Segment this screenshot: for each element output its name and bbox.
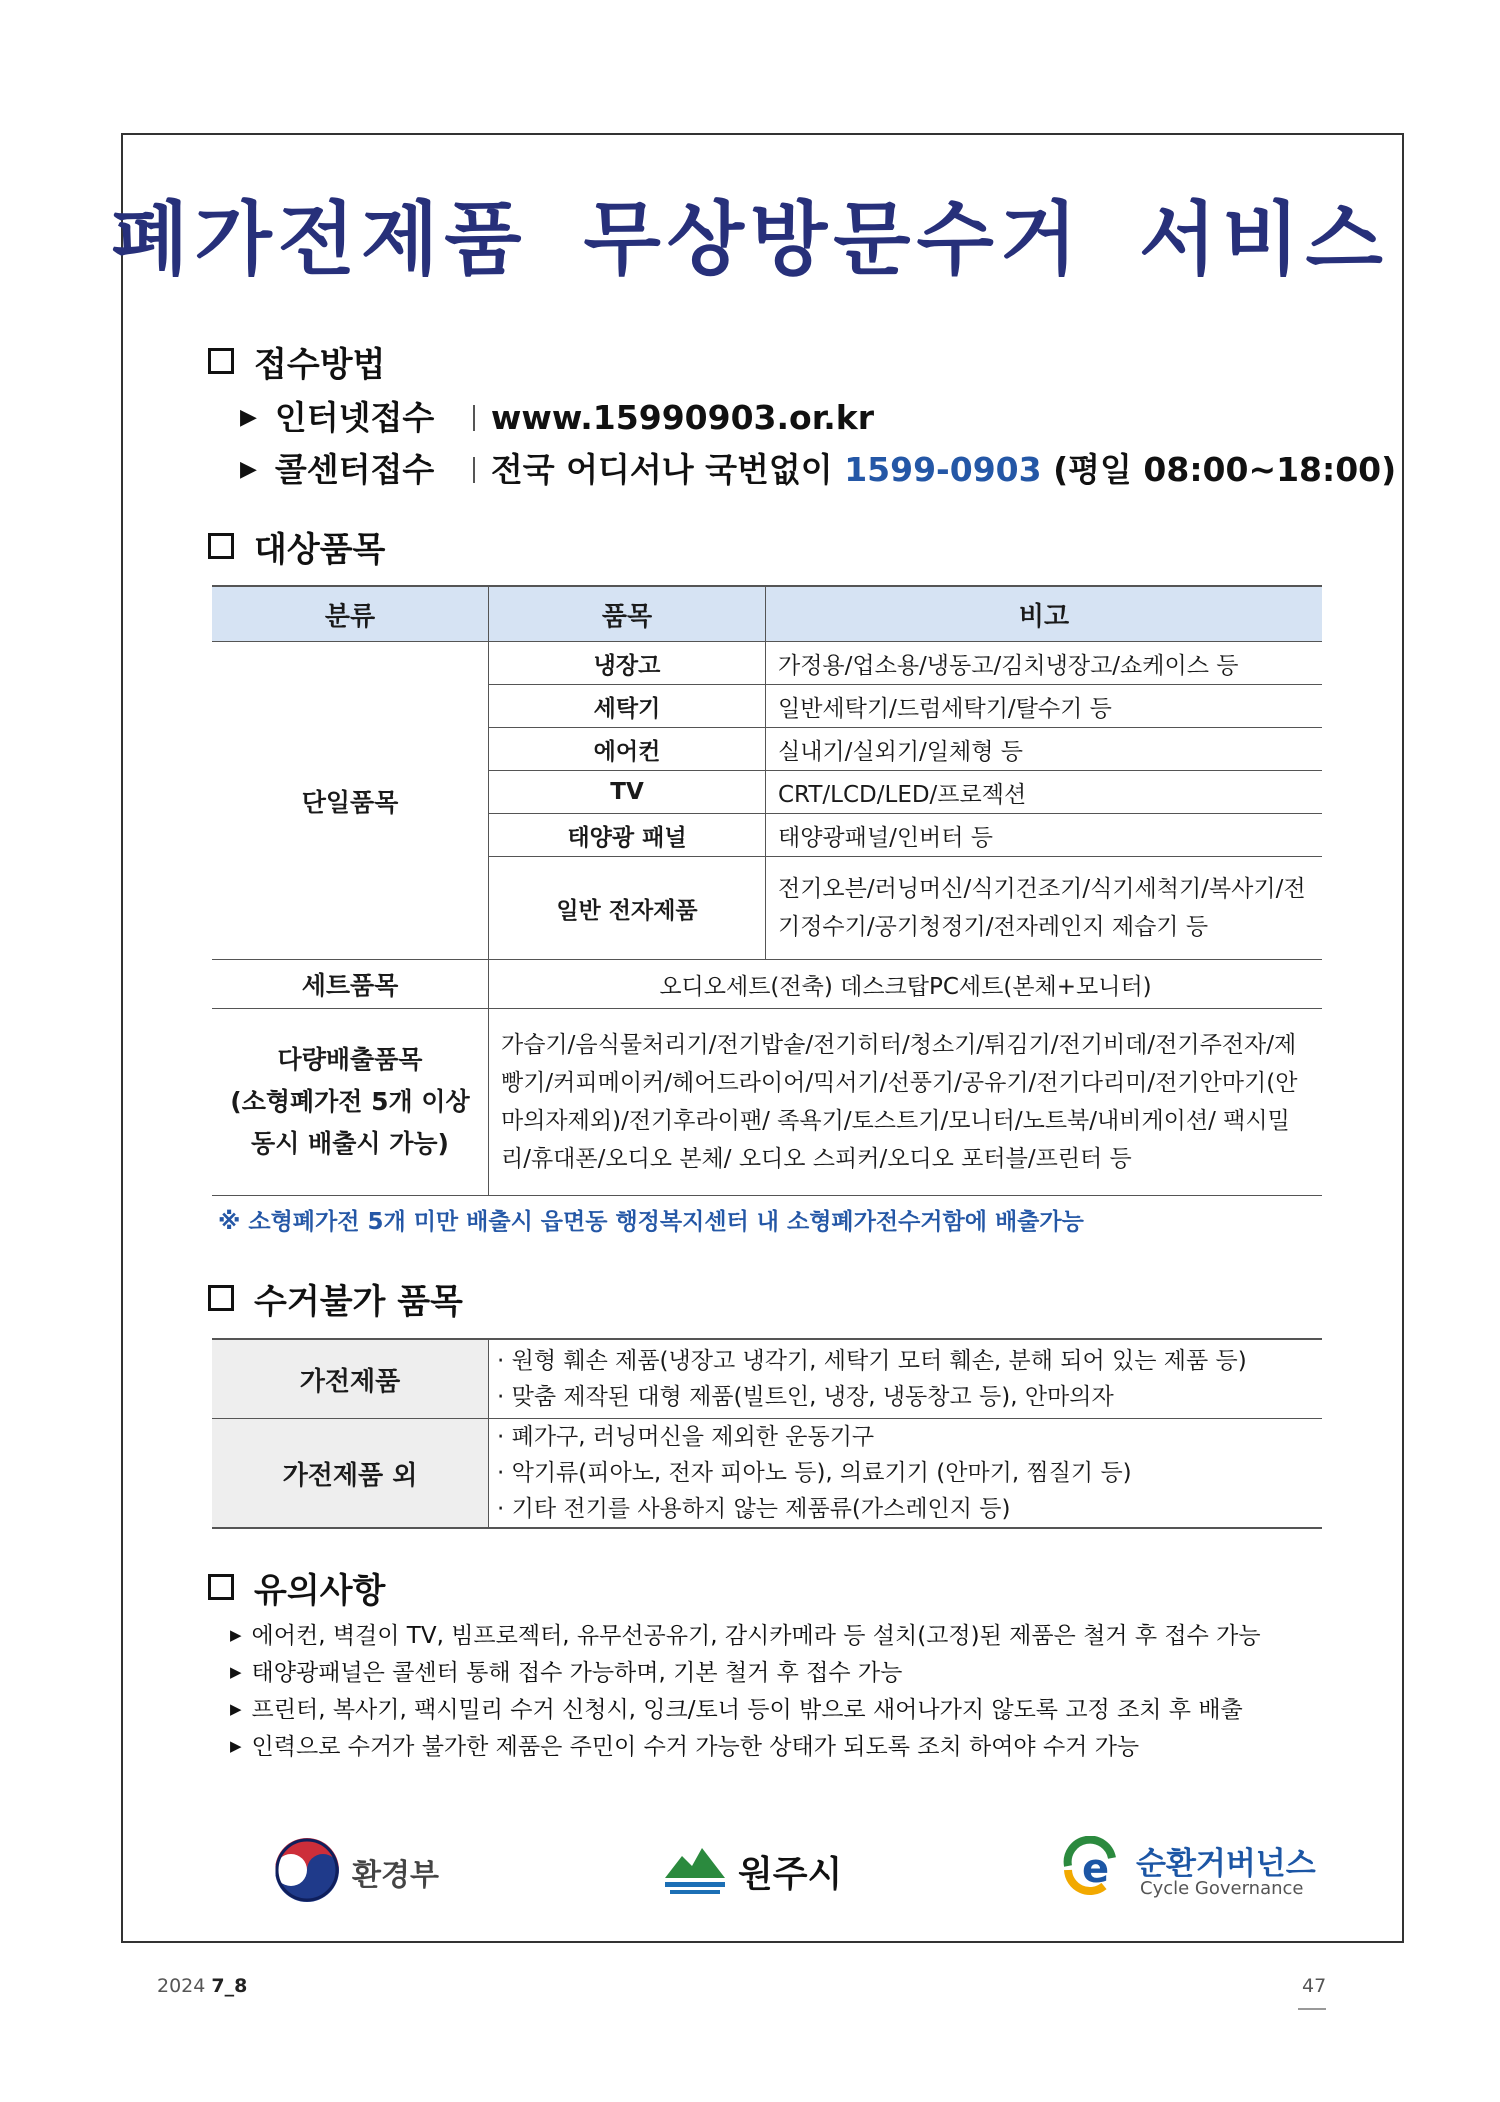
item-name: 태양광 패널 [489, 814, 766, 857]
svg-text:e: e [1082, 1846, 1110, 1892]
page-number: 47 [1302, 1975, 1327, 1997]
item-name: 세탁기 [489, 685, 766, 728]
bulk-remark: 가습기/음식물처리기/전기밥솥/전기히터/청소기/튀김기/전기비데/전기주전자/제 빵기/커피메이커/헤어드라이어/믹서기/선풍기/공유기/전기다리미/전기안마기(안 마의자제외)/전기후라이팬/ 족욕기/토스트기/모니터/노트북/내비게이션/ 팩시밀 리/휴대폰/오디오 본체/ 오디오 스피커/오디오 포터블/프린터 등 [489, 1009, 1323, 1196]
table-row [212, 642, 1322, 685]
ministry-of-environment-logo: 환경부 [272, 1830, 452, 1910]
table-row [212, 960, 1322, 1009]
mountain-icon [660, 1838, 730, 1898]
triangle-right-icon: ▶ [230, 1663, 242, 1681]
item-remark: 가정용/업소용/냉동고/김치냉장고/쇼케이스 등 [766, 642, 1323, 685]
section-cautions-heading: 유의사항 [208, 1563, 385, 1612]
excluded-category: 가전제품 [212, 1339, 489, 1419]
category-single: 단일품목 [212, 642, 489, 960]
internet-reception-line: ▶ 인터넷접수 www.15990903.or.kr [240, 398, 875, 437]
cycle-governance-logo: e 순환거버넌스 Cycle Governance [1060, 1830, 1320, 1910]
item-name: TV [489, 771, 766, 814]
item-remark: 태양광패널/인버터 등 [766, 814, 1323, 857]
caution-item: ▶ 태양광패널은 콜센터 통해 접수 가능하며, 기본 철거 후 접수 가능 [230, 1660, 903, 1686]
excluded-items-table [212, 1338, 1322, 1529]
checkbox-square-icon [208, 1574, 234, 1600]
divider [473, 457, 475, 483]
item-remark: 일반세탁기/드럼세탁기/탈수기 등 [766, 685, 1323, 728]
triangle-right-icon: ▶ [230, 1737, 242, 1755]
page-title: 폐가전제품 무상방문수거 서비스 [111, 193, 1389, 286]
item-name: 냉장고 [489, 642, 766, 685]
divider [1298, 2008, 1326, 2010]
excluded-items: · 원형 훼손 제품(냉장고 냉각기, 세탁기 모터 훼손, 분해 되어 있는 제품 등) · 맞춤 제작된 대형 제품(빌트인, 냉장, 냉동창고 등), 안마의자 [489, 1339, 1323, 1419]
section-reception-heading: 접수방법 [208, 337, 385, 386]
item-name: 에어컨 [489, 728, 766, 771]
triangle-right-icon: ▶ [230, 1626, 242, 1644]
header-item: 품목 [489, 586, 766, 642]
triangle-right-icon: ▶ [230, 1700, 242, 1718]
caution-item: ▶ 인력으로 수거가 불가한 제품은 주민이 수거 가능한 상태가 되도록 조치 하여야 수거 가능 [230, 1734, 1140, 1760]
excluded-category: 가전제품 외 [212, 1419, 489, 1529]
item-remark: CRT/LCD/LED/프로젝션 [766, 771, 1323, 814]
set-remark: 오디오세트(전축) 데스크탑PC세트(본체+모니터) [489, 960, 1323, 1009]
caution-item: ▶ 프린터, 복사기, 팩시밀리 수거 신청시, 잉크/토너 등이 밖으로 새어나가지 않도록 고정 조치 후 배출 [230, 1697, 1243, 1723]
category-set: 세트품목 [212, 960, 489, 1009]
header-category: 분류 [212, 586, 489, 642]
wonju-city-logo: 원주시 [660, 1830, 850, 1910]
category-bulk: 다량배출품목 (소형폐가전 5개 이상 동시 배출시 가능) [212, 1009, 489, 1196]
header-remark: 비고 [766, 586, 1323, 642]
small-appliance-note: ※ 소형폐가전 5개 미만 배출시 읍면동 행정복지센터 내 소형폐가전수거함에 배출가능 [218, 1209, 1084, 1235]
checkbox-square-icon [208, 1285, 234, 1311]
table-row [212, 1419, 1322, 1529]
internet-url[interactable]: www.15990903.or.kr [490, 398, 875, 437]
checkbox-square-icon [208, 348, 234, 374]
checkbox-square-icon [208, 533, 234, 559]
taegeuk-icon [272, 1835, 342, 1905]
item-name: 일반 전자제품 [489, 857, 766, 960]
table-header-row [212, 586, 1322, 642]
target-items-table [212, 585, 1322, 1196]
triangle-right-icon: ▶ [240, 457, 257, 482]
item-remark: 실내기/실외기/일체형 등 [766, 728, 1323, 771]
call-reception-line: ▶ 콜센터접수 전국 어디서나 국번없이 1599-0903 (평일 08:00~18:00) [240, 450, 1397, 489]
section-targets-heading: 대상품목 [208, 522, 385, 571]
divider [473, 405, 475, 431]
recycle-e-icon [1060, 1836, 1134, 1896]
item-remark: 전기오븐/러닝머신/식기건조기/식기세척기/복사기/전 기정수기/공기청정기/전자레인지 제습기 등 [766, 857, 1323, 960]
call-center-phone[interactable]: 1599-0903 [844, 450, 1042, 489]
caution-item: ▶ 에어컨, 벽걸이 TV, 빔프로젝터, 유무선공유기, 감시카메라 등 설치(고정)된 제품은 철거 후 접수 가능 [230, 1623, 1261, 1649]
footer-issue: 2024 7_8 [157, 1975, 248, 1997]
table-row [212, 1339, 1322, 1419]
triangle-right-icon: ▶ [240, 405, 257, 430]
excluded-items: · 폐가구, 러닝머신을 제외한 운동기구 · 악기류(피아노, 전자 피아노 등), 의료기기 (안마기, 찜질기 등) · 기타 전기를 사용하지 않는 제품류(가스레인지 등) [489, 1419, 1323, 1529]
section-excluded-heading: 수거불가 품목 [208, 1274, 463, 1323]
table-row [212, 1009, 1322, 1196]
